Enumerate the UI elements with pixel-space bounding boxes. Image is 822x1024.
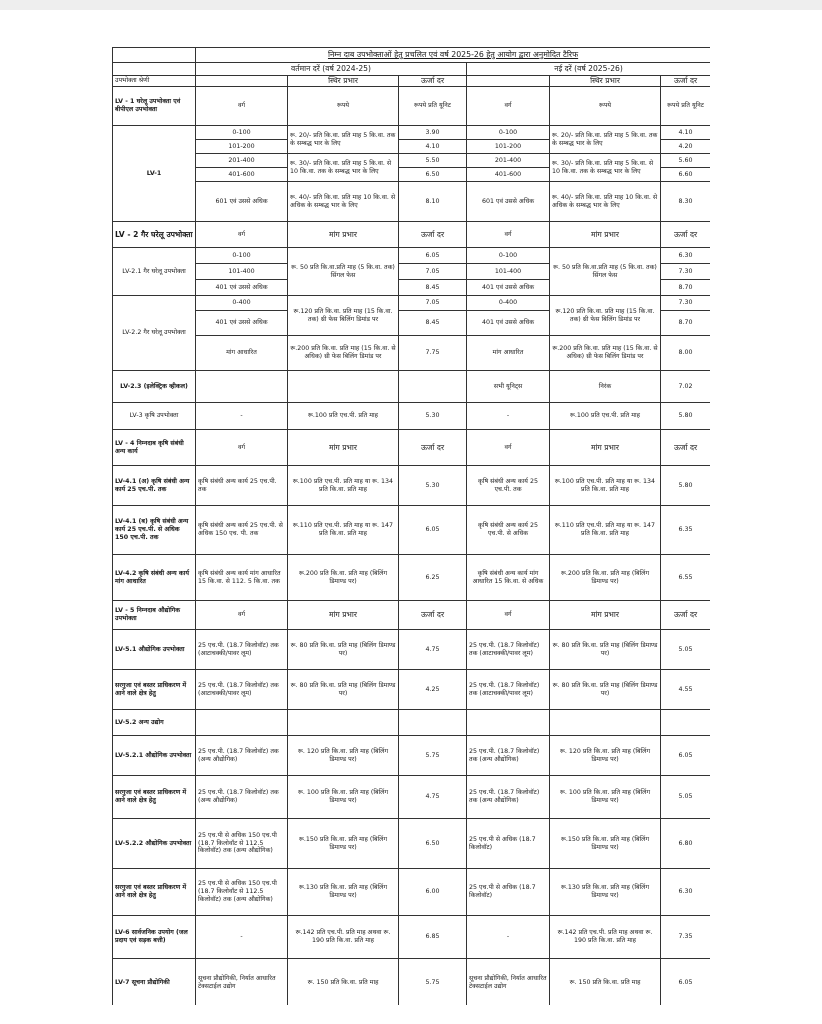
lv21-slab-current: 101-400 — [196, 264, 288, 280]
lv522-sb-rate-new: 6.30 — [661, 869, 711, 916]
table-title: निम्न दाब उपभोक्ताओं हेतु प्रचलित एवं वर्ष 2025-26 हेतु आयोग द्वारा अनुमोदित टैरिफ — [196, 48, 711, 63]
lv41b-label: LV-4.1 (ब) कृषि संबंधी अन्य कार्य 25 एच.पी. से अधिक 150 एच.पी. तक — [113, 506, 196, 555]
lv22-slab-current: 0-400 — [196, 296, 288, 311]
lv522-sb-class-current: 25 एच.पी से अधिक 150 एच.पी (18.7 किलोवॉट से 112.5 किलोवॉट) तक (अन्य औद्योगिक) — [196, 869, 288, 916]
table-row — [113, 248, 711, 264]
lv22-slab-new: 401 एवं उससे अधिक — [467, 311, 550, 336]
lv1-rupees-header-new: रूपये — [550, 87, 661, 126]
lv522-fc-current: रू.150 प्रति कि.वा. प्रति माह (बिलिंग डिमाण्ड पर) — [288, 819, 399, 869]
lv522-sb-fc-current: रू.130 प्रति कि.वा. प्रति माह (बिलिंग डिमाण्ड पर) — [288, 869, 399, 916]
lv41b-fc-current: रू.110 प्रति एच.पी. प्रति माह या रू. 147 प्रति कि.वा. प्रति माह — [288, 506, 399, 555]
lv522-fc-new: रू.150 प्रति कि.वा. प्रति माह (बिलिंग डिमाण्ड पर) — [550, 819, 661, 869]
lv51-label: LV-5.1 औद्योगिक उपभोक्ता — [113, 630, 196, 670]
lv22-rate-current: 8.45 — [399, 311, 467, 336]
lv3-class-current: - — [196, 403, 288, 430]
lv1-rupees-header-current: रूपये — [288, 87, 399, 126]
tariff-table — [112, 47, 710, 1005]
lv51-sb-fc-current: रू. 80 प्रति कि.वा. प्रति माह (बिलिंग डिमाण्ड पर) — [288, 670, 399, 710]
lv7-class-current: सूचना प्रौद्योगिकी, निर्यात आधारित टेक्सटाईल उद्योग — [196, 959, 288, 1006]
lv7-rate-new: 6.05 — [661, 959, 711, 1006]
lv22-rate-new: 8.00 — [661, 336, 711, 371]
lv2-class-header-current: वर्ग — [196, 222, 288, 248]
lv21-rate-current: 7.05 — [399, 264, 467, 280]
lv1-slab-current: 201-400 — [196, 154, 288, 168]
lv522-sb-class-new: 25 एच.पी से अधिक (18.7 किलोवॉट) — [467, 869, 550, 916]
lv22-label: LV-2.2 गैर घरेलू उपभोक्ता — [113, 296, 196, 371]
lv7-label: LV-7 सूचना प्रौद्योगिकी — [113, 959, 196, 1006]
lv521-sb-fc-current: रू. 100 प्रति कि.वा. प्रति माह (बिलिंग डिमाण्ड पर) — [288, 776, 399, 819]
lv41a-fc-current: रू.100 प्रति एच.पी. प्रति माह या रू. 134 प्रति कि.वा. प्रति माह — [288, 466, 399, 506]
lv1-rate-new: 5.60 — [661, 154, 711, 168]
lv4-demand-header-new: मांग प्रभार — [550, 430, 661, 466]
table-row — [113, 371, 711, 403]
title-row — [113, 48, 711, 63]
lv51-sb-rate-current: 4.25 — [399, 670, 467, 710]
lv41b-rate-current: 6.05 — [399, 506, 467, 555]
lv1-slab-new: 0-100 — [467, 126, 550, 140]
table-row — [113, 555, 711, 601]
lv1-rate-current: 6.50 — [399, 168, 467, 182]
lv21-slab-current: 0-100 — [196, 248, 288, 264]
header-fixed-current: स्थिर प्रभार — [288, 76, 399, 87]
lv3-rate-current: 5.30 — [399, 403, 467, 430]
lv2-energy-header-new: ऊर्जा दर — [661, 222, 711, 248]
lv1-slab-current: 101-200 — [196, 140, 288, 154]
lv521-sb-label: सरगुजा एवं बस्तर प्राधिकरण में आने वाले क्षेत्र हेतु — [113, 776, 196, 819]
lv22-fc-b-new: रू.200 प्रति कि.वा. प्रति माह (15 कि.वा. से अधिक) थ्री फेस बिलिंग डिमांड पर — [550, 336, 661, 371]
lv42-fc-new: रू.200 प्रति कि.वा. प्रति माह (बिलिंग डिमाण्ड पर) — [550, 555, 661, 601]
header-energy-new: ऊर्जा दर — [661, 76, 711, 87]
lv41b-rate-new: 6.35 — [661, 506, 711, 555]
lv51-sb-fc-new: रू. 80 प्रति कि.वा. प्रति माह (बिलिंग डिमाण्ड पर) — [550, 670, 661, 710]
lv41b-class-current: कृषि संबंधी अन्य कार्य 25 एच.पी. से अधिक 150 एच. पी. तक — [196, 506, 288, 555]
lv42-fc-current: रू.200 प्रति कि.वा. प्रति माह (बिलिंग डिमाण्ड पर) — [288, 555, 399, 601]
lv5-demand-header-current: मांग प्रभार — [288, 601, 399, 630]
lv1-label: LV-1 — [113, 126, 196, 222]
lv1-slab-new: 601 एवं उससे अधिक — [467, 182, 550, 222]
lv1-slab-new: 101-200 — [467, 140, 550, 154]
lv5-head: LV - 5 निम्नदाब औद्योगिक उपभोक्ता — [113, 601, 196, 630]
table-row — [113, 154, 711, 168]
lv6-class-current: - — [196, 916, 288, 959]
lv21-label: LV-2.1 गैर घरेलू उपभोक्ता — [113, 248, 196, 296]
lv522-class-current: 25 एच.पी से अधिक 150 एच.पी (18.7 किलोवॉट से 112.5 किलोवॉट) तक (अन्य औद्योगिक) — [196, 819, 288, 869]
lv1-fc-c-new: रू. 40/- प्रति कि.वा. प्रति माह 10 कि.वा. से अधिक के सम्बद्ध भार के लिए — [550, 182, 661, 222]
lv23-label: LV-2.3 (इलेक्ट्रिक व्हीकल) — [113, 371, 196, 403]
table-row — [113, 336, 711, 371]
lv521-sb-fc-new: रू. 100 प्रति कि.वा. प्रति माह (बिलिंग डिमाण्ड पर) — [550, 776, 661, 819]
lv41a-fc-new: रू.100 प्रति एच.पी. प्रति माह या रू. 134 प्रति कि.वा. प्रति माह — [550, 466, 661, 506]
lv4-demand-header-current: मांग प्रभार — [288, 430, 399, 466]
lv22-slab-current: 401 एवं उससे अधिक — [196, 311, 288, 336]
lv7-fc-current: रू. 150 प्रति कि.वा. प्रति माह — [288, 959, 399, 1006]
lv23-rate-new: 7.02 — [661, 371, 711, 403]
lv21-slab-new: 401 एवं उससे अधिक — [467, 280, 550, 296]
lv521-class-current: 25 एच.पी. (18.7 किलोवॉट) तक (अन्य औद्योगिक) — [196, 736, 288, 776]
lv521-sb-class-new: 25 एच.पी. (18.7 किलोवॉट) तक (अन्य औद्योगिक) — [467, 776, 550, 819]
lv3-class-new: - — [467, 403, 550, 430]
lv1-head: LV - 1 घरेलू उपभोक्ता एवं बीपीएल उपभोक्ता — [113, 87, 196, 126]
lv1-head-row — [113, 87, 711, 126]
lv6-fc-new: रू.142 प्रति एच.पी. प्रति माह अथवा रू. 190 प्रति कि.वा. प्रति माह — [550, 916, 661, 959]
lv3-label: LV-3 कृषि उपभोक्ता — [113, 403, 196, 430]
lv1-unit-header-current: रूपये प्रति यूनिट — [399, 87, 467, 126]
lv21-rate-current: 8.45 — [399, 280, 467, 296]
lv3-fc-current: रू.100 प्रति एच.पी. प्रति माह — [288, 403, 399, 430]
lv7-rate-current: 5.75 — [399, 959, 467, 1006]
table-row — [113, 466, 711, 506]
lv51-sb-rate-new: 4.55 — [661, 670, 711, 710]
lv42-label: LV-4.2 कृषि संबंधी अन्य कार्य मांग आधारित — [113, 555, 196, 601]
lv1-slab-current: 601 एवं उससे अधिक — [196, 182, 288, 222]
period-new: नई दरें (वर्ष 2025-26) — [467, 63, 711, 76]
table-row — [113, 403, 711, 430]
lv51-rate-new: 5.05 — [661, 630, 711, 670]
lv22-rate-current: 7.05 — [399, 296, 467, 311]
lv41a-class-current: कृषि संबंधी अन्य कार्य 25 एच.पी. तक — [196, 466, 288, 506]
lv5-head-row — [113, 601, 711, 630]
lv521-rate-current: 5.75 — [399, 736, 467, 776]
lv2-energy-header-current: ऊर्जा दर — [399, 222, 467, 248]
lv1-slab-current: 0-100 — [196, 126, 288, 140]
lv1-rate-current: 5.50 — [399, 154, 467, 168]
lv21-rate-new: 7.30 — [661, 264, 711, 280]
lv42-rate-current: 6.25 — [399, 555, 467, 601]
lv22-slab-new: 0-400 — [467, 296, 550, 311]
lv22-fc-a-new: रू.120 प्रति कि.वा. प्रति माह (15 कि.वा. तक) थ्री फेस बिलिंग डिमांड पर — [550, 296, 661, 336]
lv521-label: LV-5.2.1 औद्योगिक उपभोक्ता — [113, 736, 196, 776]
lv6-rate-new: 7.35 — [661, 916, 711, 959]
lv22-slab-new: मांग आधारित — [467, 336, 550, 371]
lv23-fc-new: निरंक — [550, 371, 661, 403]
lv1-slab-current: 401-600 — [196, 168, 288, 182]
lv5-energy-header-current: ऊर्जा दर — [399, 601, 467, 630]
period-current: वर्तमान दरें (वर्ष 2024-25) — [196, 63, 467, 76]
lv51-class-new: 25 एच.पी. (18.7 किलोवॉट) तक (आटाचक्की/पावर लूम) — [467, 630, 550, 670]
lv52-label: LV-5.2 अन्य उद्योग — [113, 710, 196, 736]
lv51-class-current: 25 एच.पी. (18.7 किलोवॉट) तक (आटाचक्की/पावर लूम) — [196, 630, 288, 670]
lv4-energy-header-current: ऊर्जा दर — [399, 430, 467, 466]
lv2-head: LV - 2 गैर घरेलू उपभोक्ता — [113, 222, 196, 248]
table-row — [113, 126, 711, 140]
lv521-rate-new: 6.05 — [661, 736, 711, 776]
lv51-fc-current: रू. 80 प्रति कि.वा. प्रति माह (बिलिंग डिमाण्ड पर) — [288, 630, 399, 670]
lv1-fc-b-current: रू. 30/- प्रति कि.वा. प्रति माह 5 कि.वा. से 10 कि.वा. तक के सम्बद्ध भार के लिए — [288, 154, 399, 182]
header-row — [113, 76, 711, 87]
table-row — [113, 710, 711, 736]
lv1-class-header-new: वर्ग — [467, 87, 550, 126]
table-row — [113, 819, 711, 869]
lv41a-rate-new: 5.80 — [661, 466, 711, 506]
lv21-slab-current: 401 एवं उससे अधिक — [196, 280, 288, 296]
lv521-sb-class-current: 25 एच.पी. (18.7 किलोवॉट) तक (अन्य औद्योगिक) — [196, 776, 288, 819]
lv22-fc-a-current: रू.120 प्रति कि.वा. प्रति माह (15 कि.वा. तक) थ्री फेस बिलिंग डिमांड पर — [288, 296, 399, 336]
table-row — [113, 296, 711, 311]
lv2-head-row — [113, 222, 711, 248]
table-row — [113, 182, 711, 222]
lv41a-class-new: कृषि संबंधी अन्य कार्य 25 एच.पी. तक — [467, 466, 550, 506]
lv42-class-new: कृषि संबंधी अन्य कार्य मांग आधारित 15 कि.वा. से अधिक — [467, 555, 550, 601]
table-row — [113, 736, 711, 776]
lv522-label: LV-5.2.2 औद्योगिक उपभोक्ता — [113, 819, 196, 869]
lv522-sb-label: सरगुजा एवं बस्तर प्राधिकरण में आने वाले क्षेत्र हेतु — [113, 869, 196, 916]
lv4-energy-header-new: ऊर्जा दर — [661, 430, 711, 466]
top-band — [0, 0, 822, 10]
lv1-fc-c-current: रू. 40/- प्रति कि.वा. प्रति माह 10 कि.वा. से अधिक के सम्बद्ध भार के लिए — [288, 182, 399, 222]
lv5-demand-header-new: मांग प्रभार — [550, 601, 661, 630]
lv1-rate-current: 3.90 — [399, 126, 467, 140]
lv521-class-new: 25 एच.पी. (18.7 किलोवॉट) तक (अन्य औद्योगिक) — [467, 736, 550, 776]
lv51-sb-class-current: 25 एच.पी. (18.7 किलोवॉट) तक (आटाचक्की/पावर लूम) — [196, 670, 288, 710]
lv21-fc-current: रू. 50 प्रति कि.वा.प्रति माह (5 कि.वा. तक) सिंगल फेस — [288, 248, 399, 296]
lv2-demand-header-current: मांग प्रभार — [288, 222, 399, 248]
lv6-class-new: - — [467, 916, 550, 959]
lv521-fc-current: रू. 120 प्रति कि.वा. प्रति माह (बिलिंग डिमाण्ड पर) — [288, 736, 399, 776]
period-row — [113, 63, 711, 76]
lv5-energy-header-new: ऊर्जा दर — [661, 601, 711, 630]
lv21-fc-new: रू. 50 प्रति कि.वा.प्रति माह (5 कि.वा. तक) सिंगल फेस — [550, 248, 661, 296]
lv51-sb-label: सरगुजा एवं बस्तर प्राधिकरण में आने वाले क्षेत्र हेतु — [113, 670, 196, 710]
table-row — [113, 916, 711, 959]
lv2-class-header-new: वर्ग — [467, 222, 550, 248]
lv42-class-current: कृषि संबंधी अन्य कार्य मांग आधारित 15 कि.वा. से 112. 5 कि.वा. तक — [196, 555, 288, 601]
lv22-fc-b-current: रू.200 प्रति कि.वा. प्रति माह (15 कि.वा. से अधिक) थ्री फेस बिलिंग डिमांड पर — [288, 336, 399, 371]
table-row — [113, 630, 711, 670]
lv521-fc-new: रू. 120 प्रति कि.वा. प्रति माह (बिलिंग डिमाण्ड पर) — [550, 736, 661, 776]
lv41b-class-new: कृषि संबंधी अन्य कार्य 25 एच.पी. से अधिक — [467, 506, 550, 555]
lv4-class-header-current: वर्ग — [196, 430, 288, 466]
header-fixed-new: स्थिर प्रभार — [550, 76, 661, 87]
lv3-rate-new: 5.80 — [661, 403, 711, 430]
lv51-fc-new: रू. 80 प्रति कि.वा. प्रति माह (बिलिंग डिमाण्ड पर) — [550, 630, 661, 670]
lv51-rate-current: 4.75 — [399, 630, 467, 670]
lv22-rate-new: 7.30 — [661, 296, 711, 311]
lv521-sb-rate-new: 5.05 — [661, 776, 711, 819]
tariff-sheet — [112, 47, 710, 1005]
lv1-rate-new: 4.10 — [661, 126, 711, 140]
header-energy-current: ऊर्जा दर — [399, 76, 467, 87]
lv42-rate-new: 6.55 — [661, 555, 711, 601]
table-row — [113, 869, 711, 916]
lv522-class-new: 25 एच.पी से अधिक (18.7 किलोवॉट) — [467, 819, 550, 869]
lv21-rate-new: 6.30 — [661, 248, 711, 264]
lv1-unit-header-new: रूपये प्रति यूनिट — [661, 87, 711, 126]
lv522-sb-rate-current: 6.00 — [399, 869, 467, 916]
table-row — [113, 959, 711, 1006]
lv22-slab-current: मांग आधारित — [196, 336, 288, 371]
lv522-rate-current: 6.50 — [399, 819, 467, 869]
lv41a-label: LV-4.1 (अ) कृषि संबंधी अन्य कार्य 25 एच.पी. तक — [113, 466, 196, 506]
lv522-sb-fc-new: रू.130 प्रति कि.वा. प्रति माह (बिलिंग डिमाण्ड पर) — [550, 869, 661, 916]
lv7-fc-new: रू. 150 प्रति कि.वा. प्रति माह — [550, 959, 661, 1006]
table-row — [113, 670, 711, 710]
lv1-fc-a-current: रू. 20/- प्रति कि.वा. प्रति माह 5 कि.वा. तक के सम्बद्ध भार के लिए — [288, 126, 399, 154]
lv6-rate-current: 6.85 — [399, 916, 467, 959]
lv22-rate-current: 7.75 — [399, 336, 467, 371]
lv21-rate-current: 6.05 — [399, 248, 467, 264]
lv21-slab-new: 0-100 — [467, 248, 550, 264]
lv1-rate-new: 6.60 — [661, 168, 711, 182]
lv4-head: LV - 4 निम्नदाब कृषि संबंधी अन्य कार्य — [113, 430, 196, 466]
lv4-head-row — [113, 430, 711, 466]
lv21-slab-new: 101-400 — [467, 264, 550, 280]
table-row — [113, 506, 711, 555]
lv1-rate-new: 4.20 — [661, 140, 711, 154]
lv41a-rate-current: 5.30 — [399, 466, 467, 506]
table-row — [113, 776, 711, 819]
lv2-demand-header-new: मांग प्रभार — [550, 222, 661, 248]
lv41b-fc-new: रू.110 प्रति एच.पी. प्रति माह या रू. 147 प्रति कि.वा. प्रति माह — [550, 506, 661, 555]
lv4-class-header-new: वर्ग — [467, 430, 550, 466]
lv1-fc-b-new: रू. 30/- प्रति कि.वा. प्रति माह 5 कि.वा. से 10 कि.वा. तक के सम्बद्ध भार के लिए — [550, 154, 661, 182]
lv6-fc-current: रू.142 प्रति एच.पी. प्रति माह अथवा रू. 190 प्रति कि.वा. प्रति माह — [288, 916, 399, 959]
lv1-rate-new: 8.30 — [661, 182, 711, 222]
lv5-class-header-new: वर्ग — [467, 601, 550, 630]
lv521-sb-rate-current: 4.75 — [399, 776, 467, 819]
lv522-rate-new: 6.80 — [661, 819, 711, 869]
lv1-slab-new: 201-400 — [467, 154, 550, 168]
lv7-class-new: सूचना प्रौद्योगिकी, निर्यात आधारित टेक्सटाईल उद्योग — [467, 959, 550, 1006]
lv1-rate-current: 4.10 — [399, 140, 467, 154]
lv6-label: LV-6 सार्वजनिक उपयोग (जल प्रदाय एवं सड़क बत्ती) — [113, 916, 196, 959]
lv1-class-header-current: वर्ग — [196, 87, 288, 126]
lv3-fc-new: रू.100 प्रति एच.पी. प्रति माह — [550, 403, 661, 430]
lv23-class-new: सभी यूनिट्स — [467, 371, 550, 403]
lv21-rate-new: 8.70 — [661, 280, 711, 296]
header-category: उपभोक्ता श्रेणी — [113, 76, 196, 87]
lv51-sb-class-new: 25 एच.पी. (18.7 किलोवॉट) तक (आटाचक्की/पावर लूम) — [467, 670, 550, 710]
lv1-fc-a-new: रू. 20/- प्रति कि.वा. प्रति माह 5 कि.वा. तक के सम्बद्ध भार के लिए — [550, 126, 661, 154]
lv22-rate-new: 8.70 — [661, 311, 711, 336]
lv1-rate-current: 8.10 — [399, 182, 467, 222]
lv1-slab-new: 401-600 — [467, 168, 550, 182]
lv5-class-header-current: वर्ग — [196, 601, 288, 630]
